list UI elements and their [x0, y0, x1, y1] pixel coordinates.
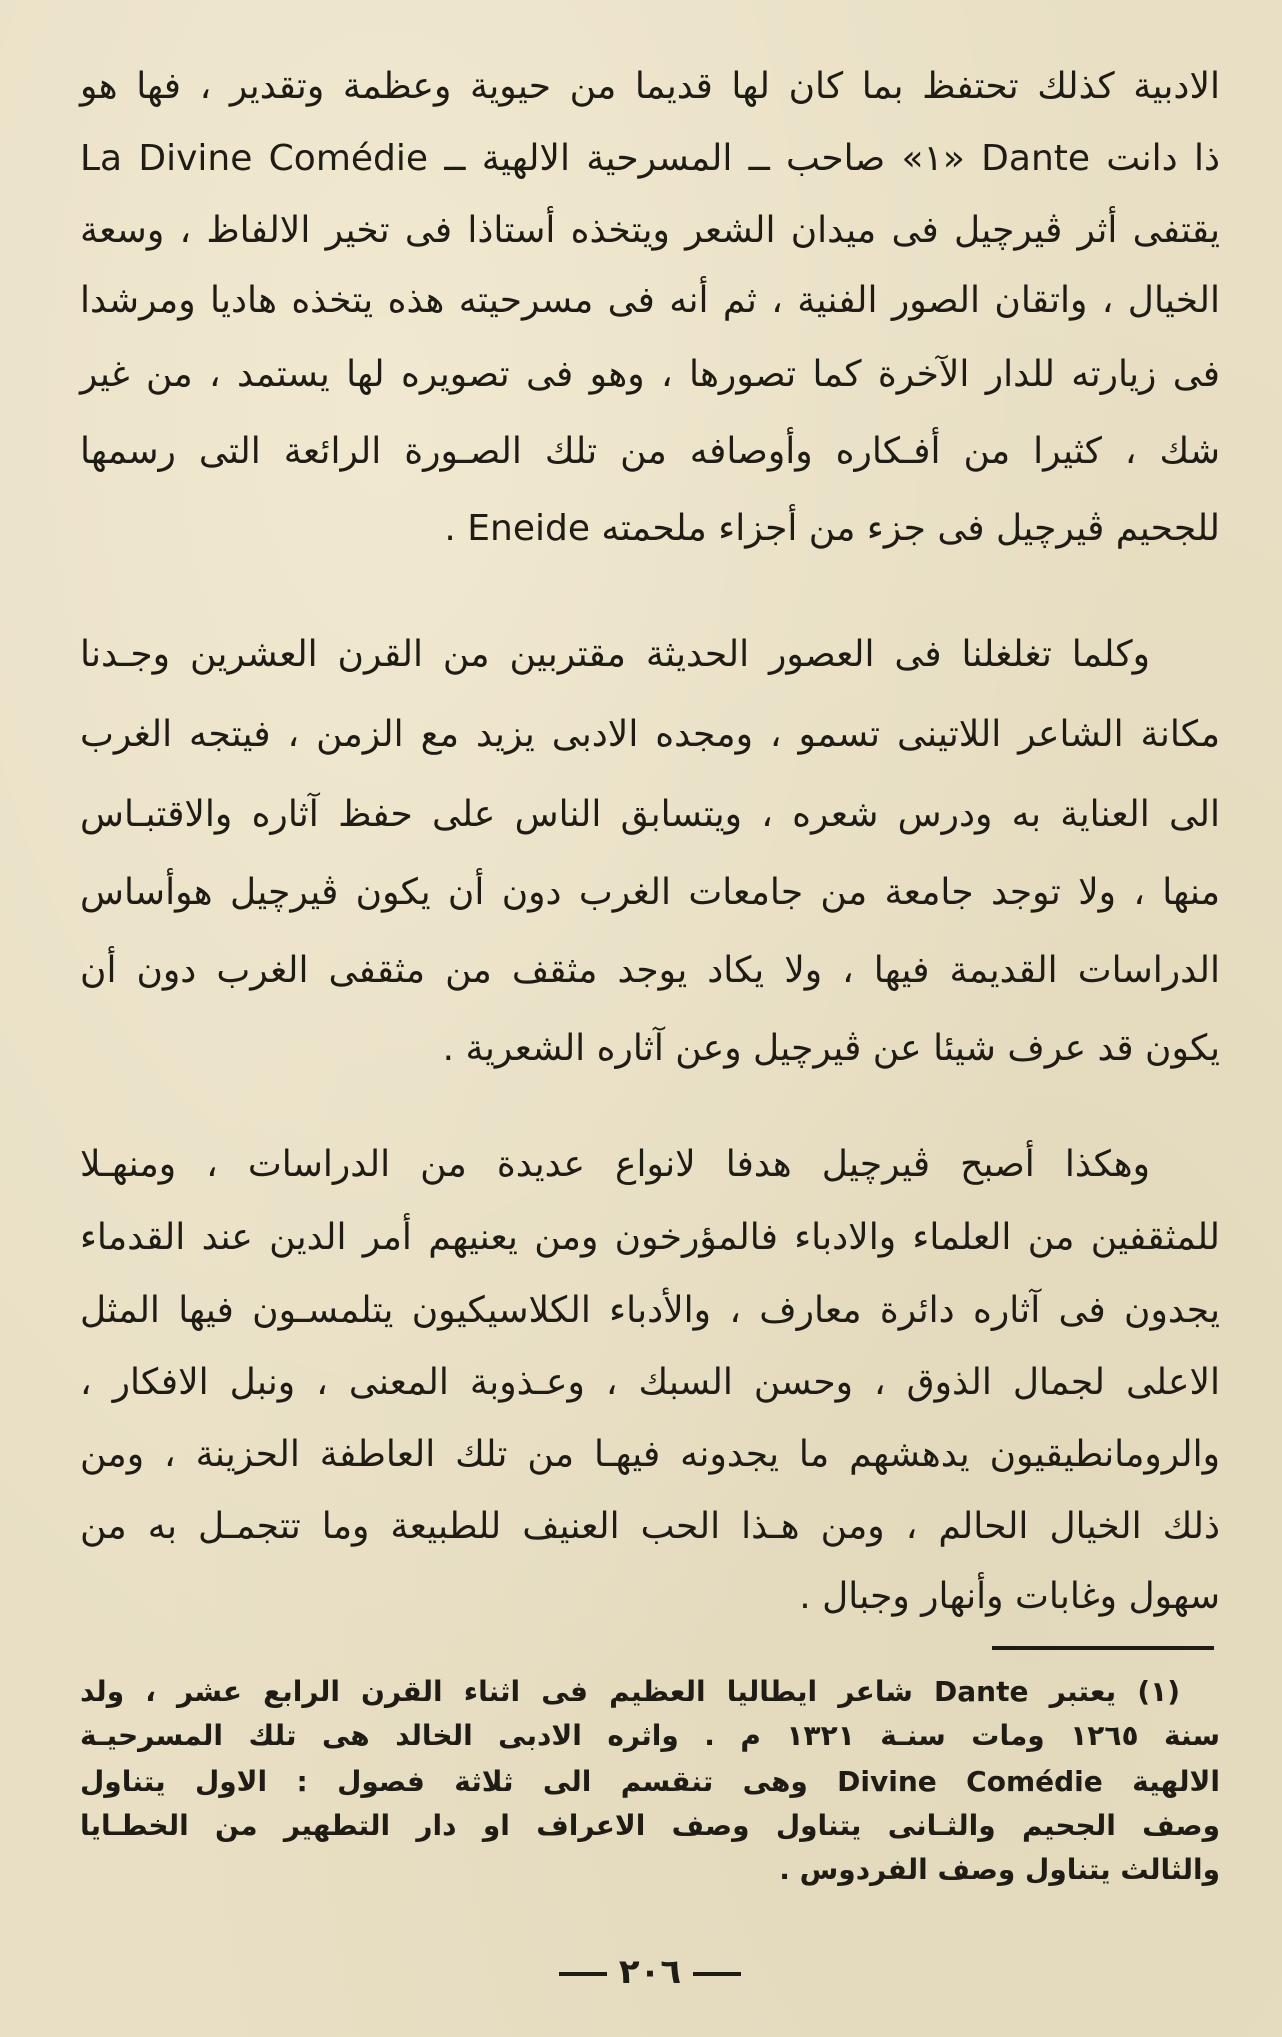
body-line: الدراسات القديمة فيها ، ولا يكاد يوجد مثقف من مثقفى الغرب دون أن: [80, 950, 1220, 991]
body-line: يجدون فى آثاره دائرة معارف ، والأدباء الكلاسيكيون يتلمسـون فيها المثل: [80, 1290, 1220, 1331]
body-line: منها ، ولا توجد جامعة من جامعات الغرب دون أن يكون ڤيرچيل هوأساس: [80, 872, 1220, 913]
page-number-dash-right: [693, 1972, 741, 1976]
body-line: يقتفى أثر ڤيرچيل فى ميدان الشعر ويتخذه أستاذا فى تخير الالفاظ ، وسعة: [80, 210, 1220, 251]
body-line: مكانة الشاعر اللاتينى تسمو ، ومجده الادبى يزيد مع الزمن ، فيتجه الغرب: [80, 714, 1220, 755]
page-number-value: ٢٠٦: [618, 1952, 682, 1992]
body-line: فى زيارته للدار الآخرة كما تصورها ، وهو فى تصويره لها يستمد ، من غير: [80, 354, 1220, 395]
footnote-line: الالهية Divine Comédie وهى تنقسم الى ثلاثة فصول : الاول يتناول: [80, 1765, 1220, 1798]
body-line: والرومانطيقيون يدهشهم ما يجدونه فيهـا من تلك العاطفة الحزينة ، ومن: [80, 1434, 1220, 1475]
page-number: [80, 1952, 1220, 1992]
body-line: سهول وغابات وأنهار وجبال .: [799, 1576, 1220, 1617]
body-line: ذلك الخيال الحالم ، ومن هـذا الحب العنيف للطبيعة وما تتجمـل به من: [80, 1506, 1220, 1547]
footnote-line: وصف الجحيم والثـانى يتناول وصف الاعراف او دار التطهير من الخطـايا: [80, 1809, 1220, 1842]
footnote-line: سنة ١٢٦٥ ومات سنـة ١٣٢١ م . واثره الادبى الخالد هى تلك المسرحيـة: [80, 1719, 1220, 1752]
body-line: ذا دانت Dante «١» صاحب ــ المسرحية الالهية ــ La Divine Comédie: [80, 138, 1221, 179]
book-page: [80, 0, 1220, 2037]
body-line: للمثقفين من العلماء والادباء فالمؤرخون ومن يعنيهم أمر الدين عند القدماء: [80, 1217, 1220, 1258]
body-line: الى العناية به ودرس شعره ، ويتسابق الناس على حفظ آثاره والاقتبـاس: [80, 794, 1220, 835]
footnote-rule: [992, 1646, 1214, 1650]
body-line: يكون قد عرف شيئا عن ڤيرچيل وعن آثاره الشعرية .: [442, 1028, 1220, 1069]
footnote-line: والثالث يتناول وصف الفردوس .: [779, 1853, 1220, 1886]
page-number-dash-left: [559, 1972, 607, 1976]
body-line: الادبية كذلك تحتفظ بما كان لها قديما من حيوية وعظمة وتقدير ، فها هو: [80, 66, 1220, 107]
footnote-line: (١) يعتبر Dante شاعر ايطاليا العظيم فى اثناء القرن الرابع عشر ، ولد: [80, 1675, 1181, 1708]
body-line: الخيال ، واتقان الصور الفنية ، ثم أنه فى مسرحيته هذه يتخذه هاديا ومرشدا: [80, 280, 1220, 321]
body-line: شك ، كثيرا من أفـكاره وأوصافه من تلك الصـورة الرائعة التى رسمها: [80, 431, 1220, 472]
body-line: الاعلى لجمال الذوق ، وحسن السبك ، وعـذوبة المعنى ، ونبل الافكار ،: [80, 1362, 1220, 1403]
body-line: وكلما تغلغلنا فى العصور الحديثة مقتربين من القرن العشرين وجـدنا: [80, 634, 1150, 675]
body-line: وهكذا أصبح ڤيرچيل هدفا لانواع عديدة من الدراسات ، ومنهـلا: [80, 1144, 1150, 1185]
body-line: للجحيم ڤيرچيل فى جزء من أجزاء ملحمته Eneide .: [444, 508, 1220, 549]
